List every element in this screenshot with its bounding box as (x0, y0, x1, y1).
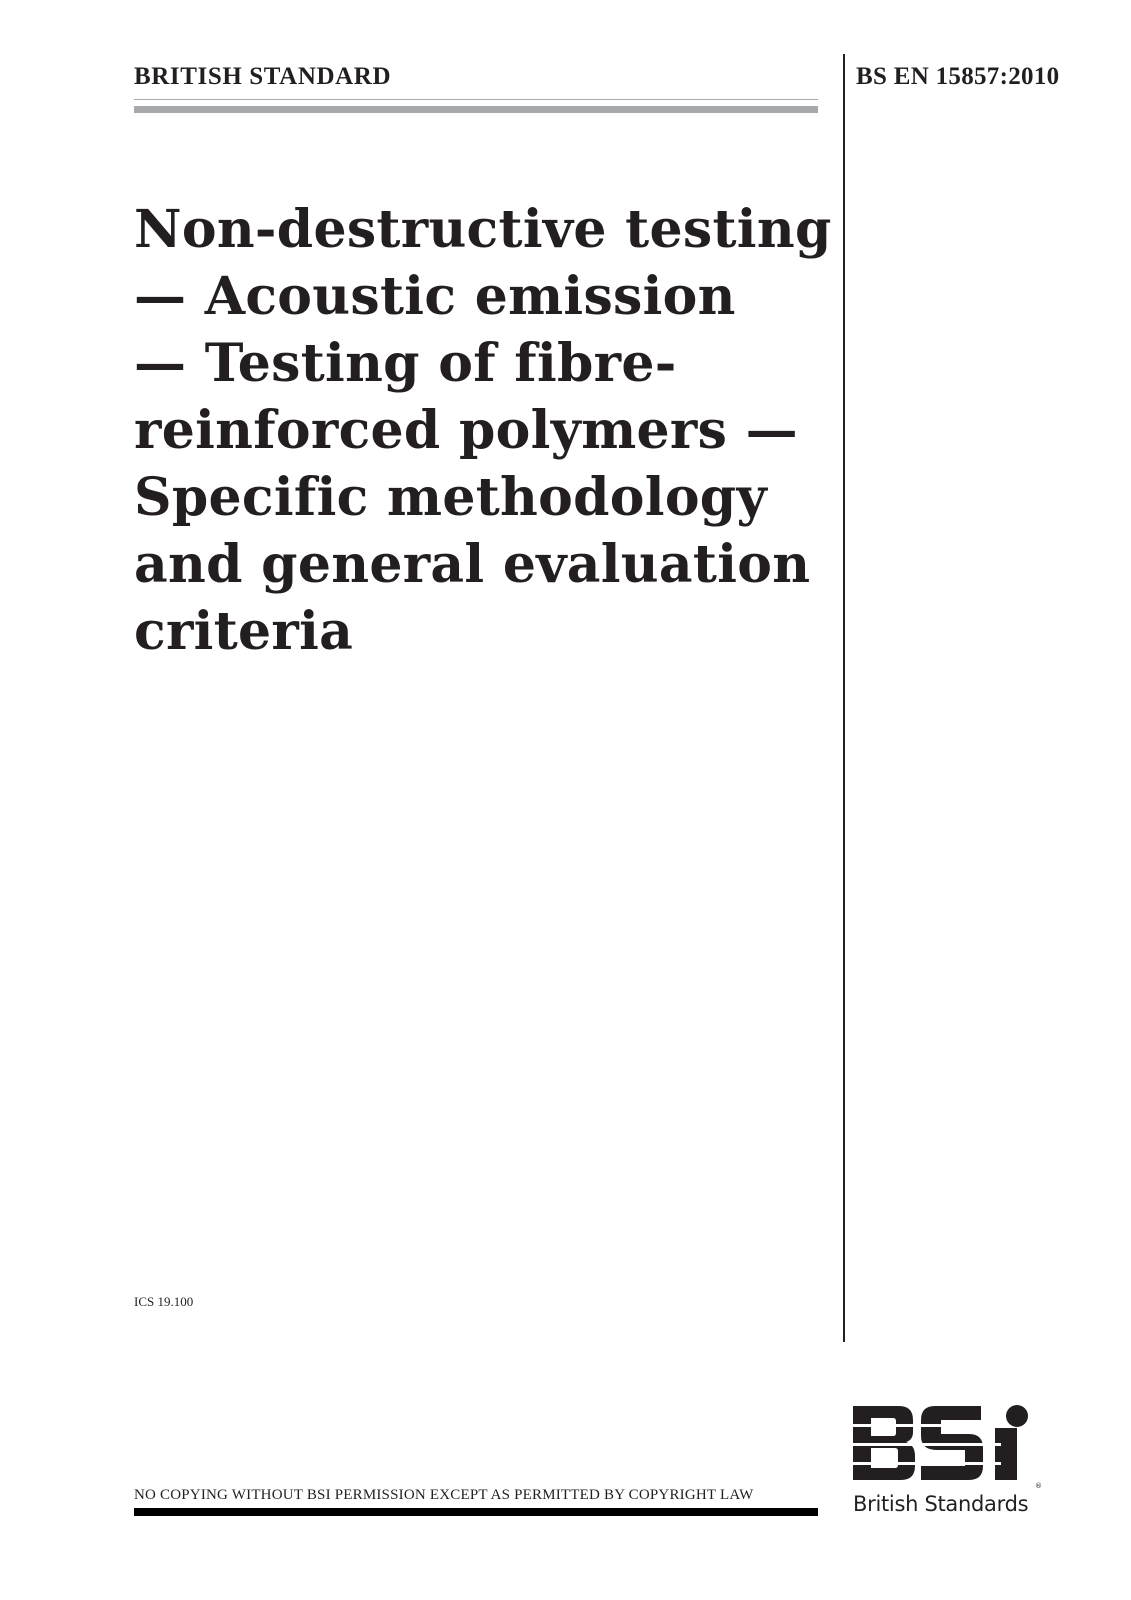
bsi-wordmark: British Standards (853, 1492, 1029, 1516)
title-line: Non-destructive testing (134, 199, 832, 260)
header-thick-rule (134, 106, 818, 113)
document-title (134, 196, 832, 665)
bsi-logo (851, 1404, 1041, 1516)
vertical-divider (843, 54, 845, 1342)
title-line: — Acoustic emission (134, 266, 736, 327)
series-label: BRITISH STANDARD (134, 63, 392, 90)
title-line: Specific methodology (134, 467, 767, 528)
title-line: — Testing of fibre- (134, 333, 677, 394)
standard-number: BS EN 15857:2010 (856, 63, 1060, 90)
footer-rule (134, 1508, 818, 1516)
title-line: and general evaluation (134, 534, 811, 595)
title-line: criteria (134, 601, 354, 662)
ics-code: ICS 19.100 (134, 1294, 194, 1309)
svg-text:®: ® (1035, 1482, 1042, 1490)
title-line: reinforced polymers — (134, 400, 798, 461)
header-thin-rule (134, 99, 818, 100)
copyright-notice: NO COPYING WITHOUT BSI PERMISSION EXCEPT AS PERMITTED BY COPYRIGHT LAW (134, 1487, 754, 1503)
bsi-logo-mark-icon (851, 1404, 1042, 1490)
